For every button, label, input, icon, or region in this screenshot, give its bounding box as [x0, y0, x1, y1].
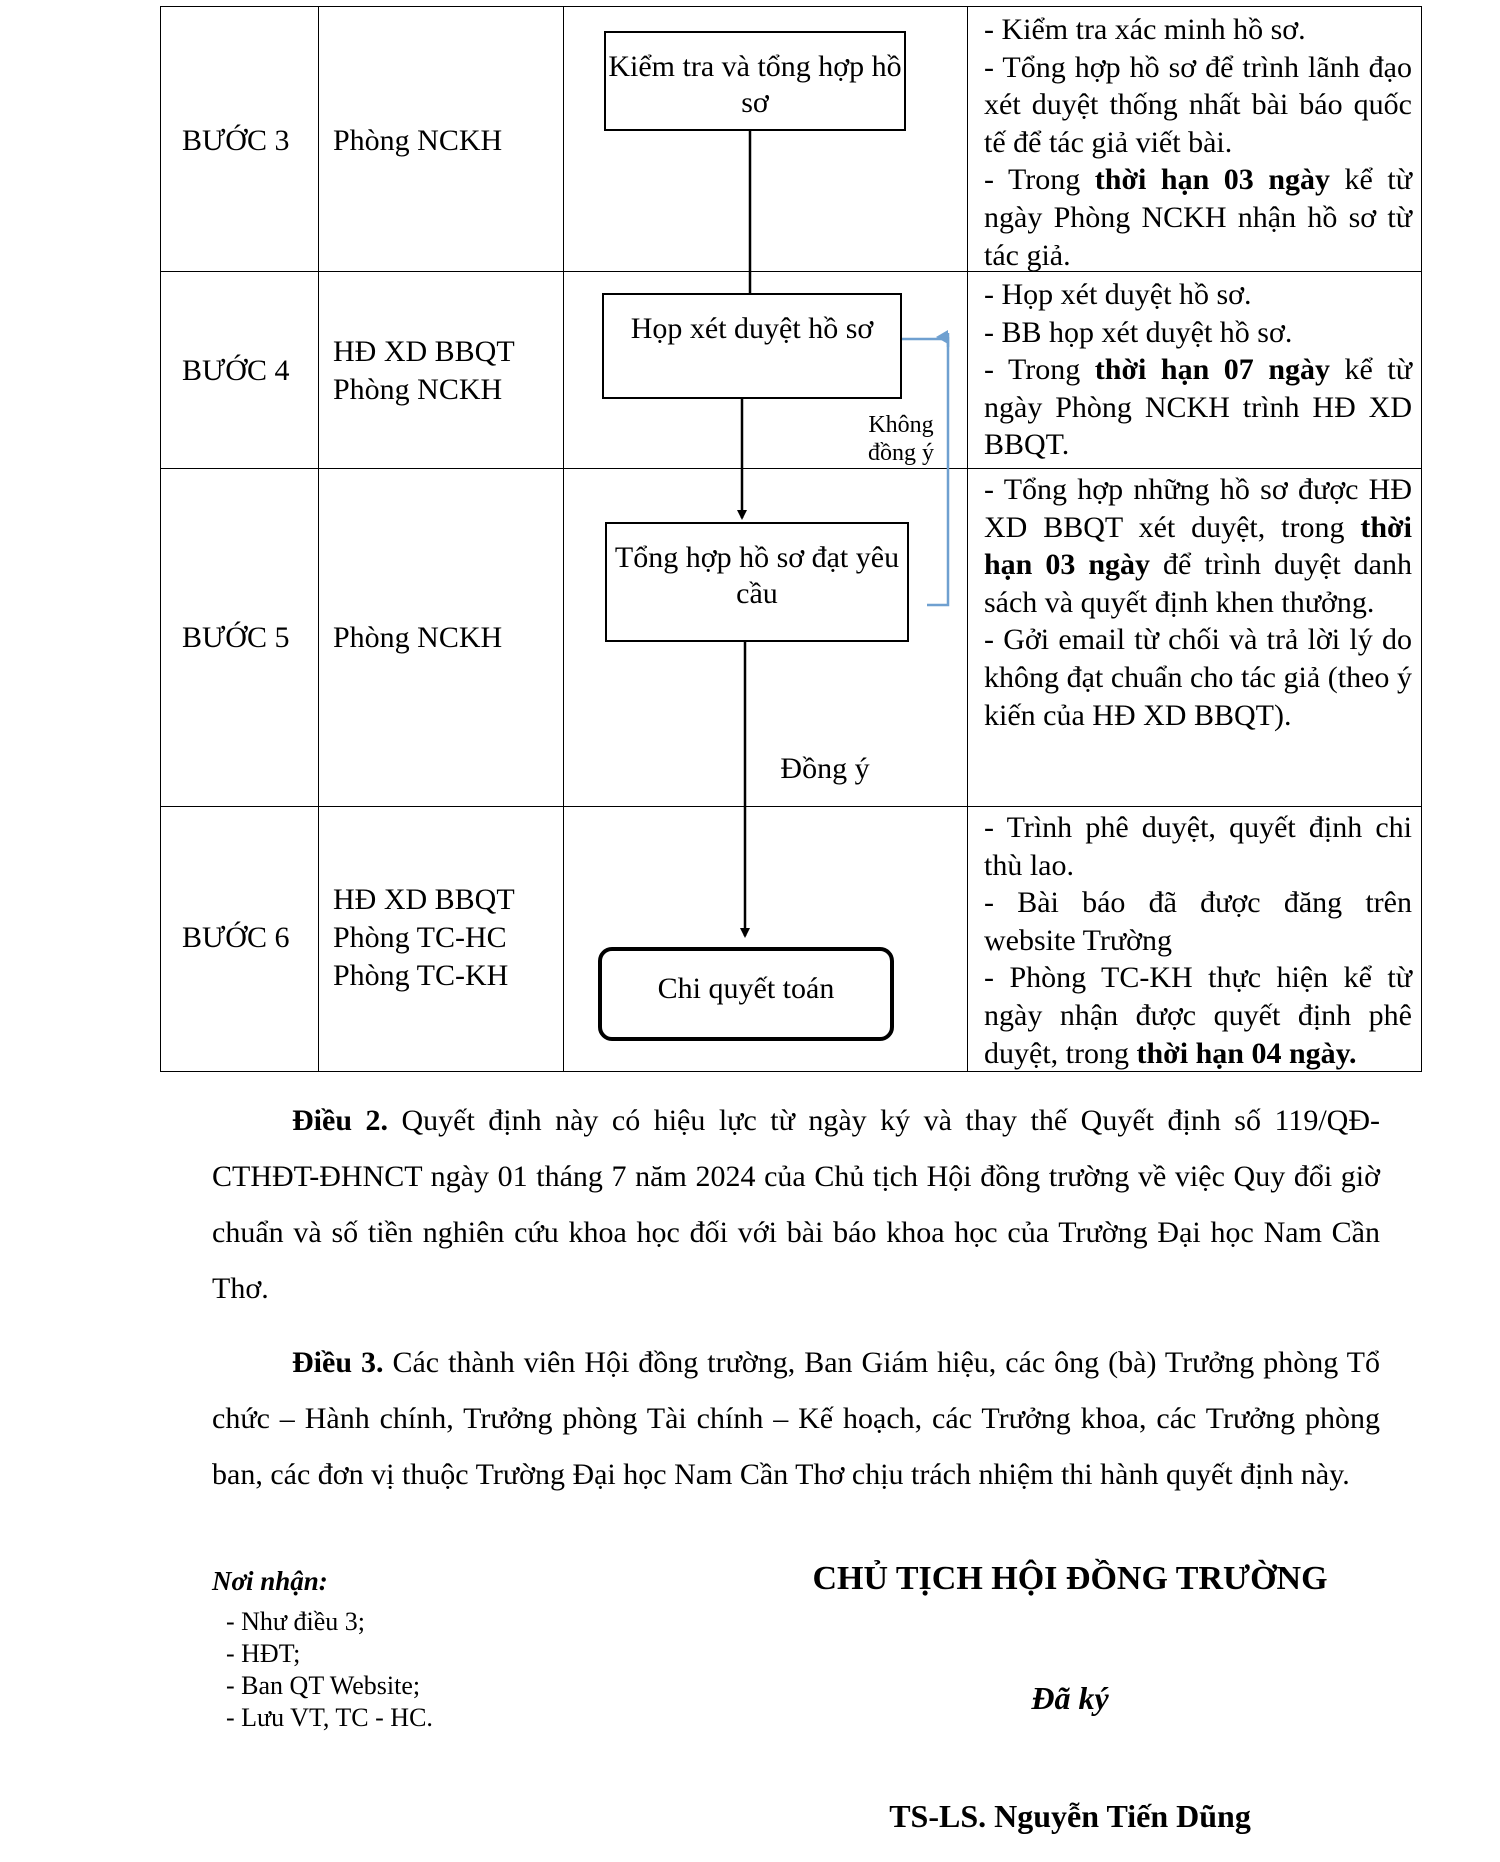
article-3 — [212, 1335, 1380, 1503]
description-text: - Trong — [984, 163, 1095, 197]
recipient-item: - Như điều 3; — [226, 1607, 366, 1636]
flow-box-settlement: Chi quyết toán — [598, 947, 894, 1041]
approve-label: Đồng ý — [780, 752, 870, 785]
step-label: BƯỚC 4 — [182, 354, 290, 387]
article-lead: Điều 2. — [292, 1104, 388, 1137]
description-text: - Trong — [984, 353, 1095, 387]
flow-box-compile-qualified: Tổng hợp hồ sơ đạt yêu cầu — [605, 522, 909, 642]
deadline-emphasis: thời hạn 07 ngày — [1094, 353, 1331, 387]
description-text: - Họp xét duyệt hồ sơ. — [984, 278, 1252, 311]
description-text: - Phòng TC-KH thực hiện kể từ ngày nhận được quyết định phê duyệt, trong — [984, 961, 1412, 1070]
step-label: BƯỚC 5 — [182, 621, 290, 654]
unit-line: HĐ XD BBQT — [333, 335, 515, 368]
recipients-title: Nơi nhận: — [212, 1566, 328, 1596]
recipient-item: - HĐT; — [226, 1639, 301, 1668]
step-label: BƯỚC 6 — [182, 921, 290, 954]
arrow-reject-feedback — [927, 333, 948, 605]
step-label: BƯỚC 3 — [182, 124, 290, 157]
unit-line: Phòng NCKH — [333, 124, 503, 157]
description-text: - Tổng hợp hồ sơ để trình lãnh đạo xét duyệt thống nhất bài báo quốc tế để tác giả viết bài. — [984, 50, 1412, 159]
process-table — [160, 6, 1422, 1072]
recipients-list — [226, 1606, 433, 1734]
unit-line: Phòng NCKH — [333, 621, 503, 654]
unit-line: Phòng TC-KH — [333, 959, 509, 992]
flow-box-review-meeting: Họp xét duyệt hồ sơ — [602, 293, 902, 399]
article-2 — [212, 1093, 1380, 1317]
flow-box-check-and-compile: Kiểm tra và tổng hợp hồ sơ — [604, 31, 906, 131]
unit-line: Phòng NCKH — [333, 373, 503, 406]
unit-line: HĐ XD BBQT — [333, 883, 515, 916]
article-text: Quyết định này có hiệu lực từ ngày ký và thay thế Quyết định số 119/QĐ-CTHĐT-ĐHNCT ngày 01 tháng 7 năm 2024 của Chủ tịch Hội đồng trường về việc Quy đổi giờ chuẩn và số tiền nghiên cứu khoa học đối với bài báo khoa học của Trường Đại học Nam Cần Thơ. — [212, 1104, 1381, 1305]
description-text: - Bài báo đã được đăng trên website Trường — [984, 886, 1412, 957]
description-text: - BB họp xét duyệt hồ sơ. — [984, 315, 1293, 349]
deadline-emphasis: thời hạn 03 ngày — [1094, 163, 1331, 197]
recipient-item: - Lưu VT, TC - HC. — [226, 1703, 433, 1732]
reject-label: Không đồng ý — [868, 412, 934, 466]
recipient-item: - Ban QT Website; — [226, 1671, 421, 1700]
unit-line: Phòng TC-HC — [333, 921, 507, 954]
description-text: - Tổng hợp những hồ sơ được HĐ XD BBQT xét duyệt, trong — [984, 473, 1412, 544]
description-text: để trình duyệt danh sách và quyết định khen thưởng. — [984, 548, 1412, 619]
article-text: Các thành viên Hội đồng trường, Ban Giám hiệu, các ông (bà) Trưởng phòng Tổ chức – Hành chính, Trưởng phòng Tài chính – Kế hoạch, các Trưởng khoa, các Trưởng phòng ban, các đơn vị thuộc Trường Đại học Nam Cần Thơ chịu trách nhiệm thi hành quyết định này. — [212, 1346, 1381, 1491]
article-lead: Điều 3. — [292, 1346, 384, 1379]
deadline-emphasis: thời hạn 04 ngày. — [1136, 1036, 1357, 1070]
description-text: - Gởi email từ chối và trả lời lý do không đạt chuẩn cho tác giả (theo ý kiến của HĐ XD BBQT). — [984, 623, 1412, 732]
description-text: kể từ ngày Phòng NCKH nhận hồ sơ từ tác giả. — [984, 163, 1412, 272]
deadline-emphasis: thời hạn 03 ngày — [984, 510, 1412, 582]
description-text: - Trình phê duyệt, quyết định chi thù lao. — [984, 811, 1412, 882]
signer-name: TS-LS. Nguyễn Tiến Dũng — [889, 1798, 1251, 1834]
sign-status: Đã ký — [1031, 1680, 1109, 1716]
description-text: - Kiểm tra xác minh hồ sơ. — [984, 13, 1306, 46]
signer-title: CHỦ TỊCH HỘI ĐỒNG TRƯỜNG — [812, 1560, 1328, 1597]
description-text: kể từ ngày Phòng NCKH trình HĐ XD BBQT. — [984, 353, 1412, 462]
